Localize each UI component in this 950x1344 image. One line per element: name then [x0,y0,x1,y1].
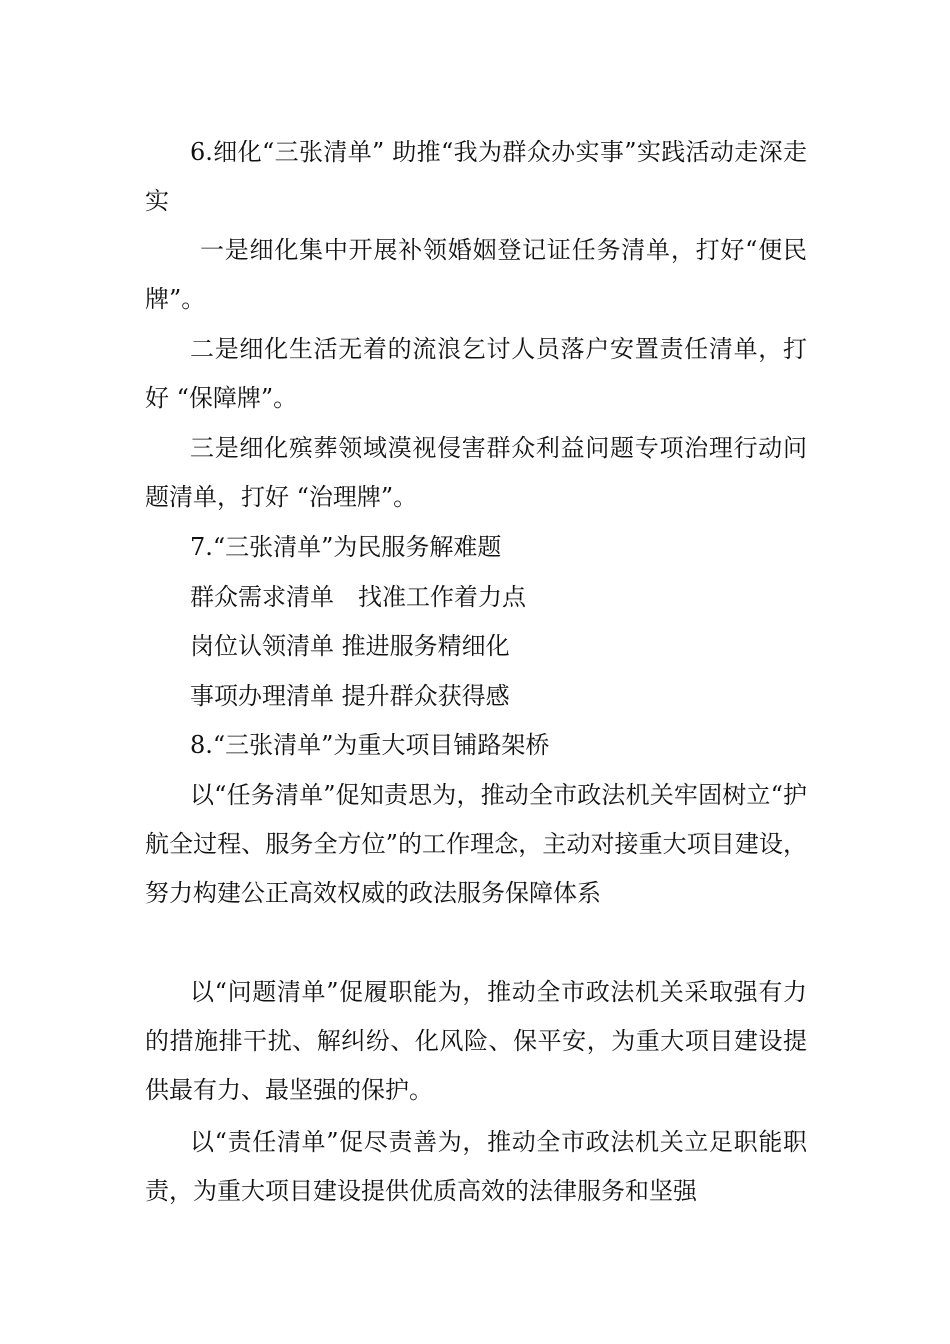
paragraph-responsibility-list: 以“责任清单”促尽责善为，推动全市政法机关立足职能职责，为重大项目建设提供优质高效的法律服务和坚强 [145,1128,807,1205]
paragraph-heading-6: 6.细化“三张清单” 助推“我为群众办实事”实践活动走深走实 [145,138,807,215]
paragraph-block-1 [145,226,807,324]
paragraph-second-item: 二是细化生活无着的流浪乞讨人员落户安置责任清单，打好 “保障牌”。 [145,335,807,412]
paragraph-first-item: 一是细化集中开展补领婚姻登记证任务清单，打好“便民牌”。 [145,236,807,313]
list-item-matters: 事项办理清单 提升群众获得感 [190,682,510,710]
paragraph-block-2 [145,325,807,423]
paragraph-heading-8: 8.“三张清单”为重大项目铺路架桥 [190,731,550,759]
paragraph-block-problem [145,968,807,1115]
heading-item-6 [145,128,807,226]
paragraph-block-3 [145,424,807,522]
paragraph-problem-list: 以“问题清单”促履职能为，推动全市政法机关采取强有力的措施排干扰、解纠纷、化风险、保平安，为重大项目建设提供最有力、最坚强的保护。 [145,978,807,1104]
list-block-7-2 [145,622,807,671]
list-item-post: 岗位认领清单 推进服务精细化 [190,632,510,660]
list-block-7-1 [145,573,807,622]
paragraph-block-responsibility [145,1118,807,1216]
paragraph-block-task [145,771,807,918]
list-item-demand: 群众需求清单 找准工作着力点 [190,583,526,611]
heading-item-8 [145,721,807,770]
heading-item-7 [145,523,807,572]
paragraph-task-list: 以“任务清单”促知责思为，推动全市政法机关牢固树立“护航全过程、服务全方位”的工作理念，主动对接重大项目建设，努力构建公正高效权威的政法服务保障体系 [145,781,807,907]
paragraph-third-item: 三是细化殡葬领域漠视侵害群众利益问题专项治理行动问题清单，打好 “治理牌”。 [145,434,807,511]
paragraph-heading-7: 7.“三张清单”为民服务解难题 [190,533,502,561]
list-block-7-3 [145,672,807,721]
